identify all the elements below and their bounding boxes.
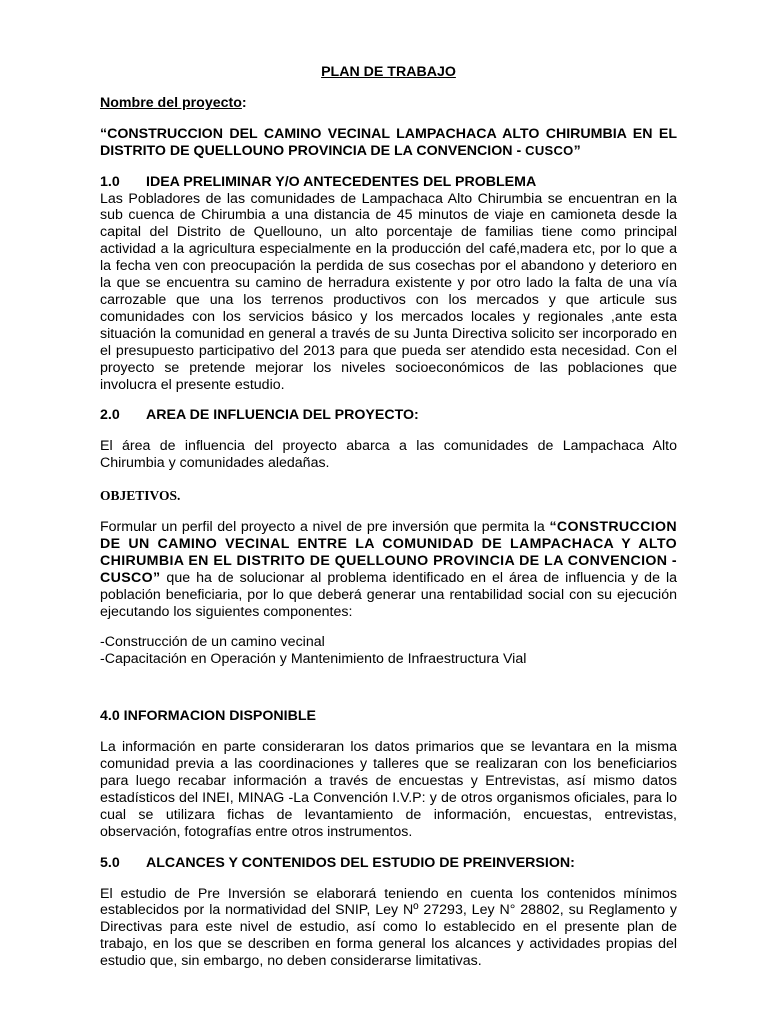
- project-name: [100, 126, 677, 160]
- section-1-title: IDEA PRELIMINAR Y/O ANTECEDENTES DEL PROBLEMA: [146, 173, 537, 190]
- section-2-title: AREA DE INFLUENCIA DEL PROYECTO:: [146, 407, 419, 424]
- project-label-line: [100, 95, 677, 112]
- section-2-number: 2.0: [100, 407, 120, 424]
- objetivos-rest: que ha de solucionar al problema identificado en el área de influencia y de la población beneficiaria, por lo que deberá generar una rentabilidad social con su ejecución ejecutando los siguientes componentes:: [100, 569, 677, 620]
- section-4-heading: 4.0 INFORMACION DISPONIBLE: [100, 708, 316, 725]
- section-5-body: El estudio de Pre Inversión se elaborará teniendo en cuenta los contenidos mínimos establecidos por la normatividad del SNIP, Ley Nº 27293, Ley N° 28802, su Reglamento y Directivas para este nivel de estudio, así como lo establecido en el presente plan de trabajo, en los que se describen en forma general los alcances y actividades propias del estudio que, sin embargo, no deben considerarse limitativas.: [100, 885, 677, 970]
- section-4-body: La información en parte consideraran los datos primarios que se levantara en la misma comunidad previa a las coordinaciones y talleres que se realizaran con los beneficiarios para luego recabar información a través de encuestas y Entrevistas, así mismo datos estadísticos del INEI, MINAG -La Convención I.V.P: y de otros organismos oficiales, para lo cual se utilizara fichas de levantamiento de información, encuestas, entrevistas, observación, fotografías entre otros instrumentos.: [100, 739, 677, 840]
- section-5-heading: [100, 855, 677, 872]
- section-1-heading: [100, 174, 677, 191]
- project-name-end: ”: [573, 142, 581, 159]
- document-page: [100, 64, 677, 970]
- section-1-number: 1.0: [100, 173, 120, 190]
- objetivos-project-name: “CONSTRUCCION DE UN CAMINO VECINAL ENTRE LA COMUNIDAD DE LAMPACHACA Y ALTO CHIRUMBIA EN EL DISTRITO DE QUELLOUNO PROVINCIA DE LA CONVENCION - CUSCO”: [100, 519, 677, 586]
- objetivos-heading: OBJETIVOS.: [100, 488, 181, 504]
- page-title: PLAN DE TRABAJO: [321, 64, 456, 80]
- project-label-colon: :: [241, 94, 247, 111]
- project-label: Nombre del proyecto: [100, 94, 242, 111]
- section-5-title: ALCANCES Y CONTENIDOS DEL ESTUDIO DE PREINVERSION:: [146, 854, 575, 871]
- component-item-2: -Capacitación en Operación y Mantenimiento de Infraestructura Vial: [100, 651, 527, 668]
- project-name-cusco: CUSCO: [525, 142, 574, 158]
- section-1-body: Las Pobladores de las comunidades de Lampachaca Alto Chirumbia se encuentran en la sub cuenca de Chirumbia a una distancia de 45 minutos de viaje en camioneta desde la capital del Distrito de Quellouno, un alto porcentaje de familias tiene como principal actividad a la agricultura especialmente en la producción del café,madera etc, por lo que a la fecha ven con preocupación la perdida de sus cosechas por el abandono y deterioro en la que se encuentra su camino de herradura existente y por otro lado la falta de una vía carrozable que una los terrenos productivos con los mercados y que articule sus comunidades con los servicios básico y los mercados locales y regionales ,ante esta situación la comunidad en general a través de su Junta Directiva solicito ser incorporado en el presupuesto participativo del 2013 para que pueda ser atendido esta necesidad. Con el proyecto se pretende mejorar los niveles socioeconómicos de las poblaciones que involucra el presente estudio.: [100, 190, 677, 393]
- objetivos-intro: Formular un perfil del proyecto a nivel de pre inversión que permita la: [100, 519, 550, 536]
- section-2-body: El área de influencia del proyecto abarca a las comunidades de Lampachaca Alto Chirumbia y comunidades aledañas.: [100, 438, 677, 472]
- section-2-heading: [100, 407, 677, 424]
- project-name-main: “CONSTRUCCION DEL CAMINO VECINAL LAMPACHACA ALTO CHIRUMBIA EN EL DISTRITO DE QUELLOUNO PROVINCIA DE LA CONVENCION -: [100, 125, 677, 159]
- component-item-1: -Construcción de un camino vecinal: [100, 634, 325, 651]
- section-5-number: 5.0: [100, 854, 120, 871]
- objetivos-body: [100, 519, 677, 620]
